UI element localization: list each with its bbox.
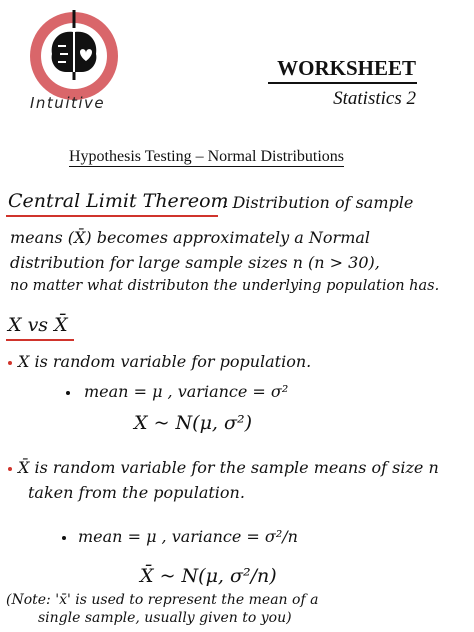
worksheet-title: WORKSHEET: [277, 56, 416, 80]
x-vs-xbar-underline: [6, 339, 74, 341]
brain-logo-icon: [28, 10, 120, 102]
brand-name: Intuitive: [30, 94, 106, 112]
xbar-description-1: X̄ is random variable for the sample means of size n: [18, 458, 439, 477]
title-underline: [268, 82, 417, 84]
xbar-description-2: taken from the population.: [28, 483, 245, 502]
xbar-parameters: mean = μ , variance = σ²/n: [78, 527, 298, 546]
clt-heading: Central Limit Thereom: [8, 190, 229, 212]
clt-heading-underline: [6, 215, 218, 217]
bullet-xbar-params: [62, 536, 66, 540]
note-line-2: single sample, usually given to you): [38, 610, 292, 626]
clt-line-1: : Distribution of sample: [222, 193, 414, 212]
bullet-x: [8, 361, 12, 365]
clt-line-4: no matter what distributon the underlying population has.: [10, 278, 440, 294]
worksheet-subtitle: Statistics 2: [333, 88, 416, 109]
xbar-distribution: X̄ ~ N(μ, σ²/n): [140, 565, 277, 587]
x-parameters: mean = μ , variance = σ²: [84, 382, 289, 401]
x-description: X is random variable for population.: [18, 352, 312, 371]
x-distribution: X ~ N(μ, σ²): [134, 412, 252, 434]
note-line-1: (Note: 'x̄' is used to represent the mean of a: [6, 592, 319, 608]
clt-line-2: means (X̄) becomes approximately a Normal: [10, 228, 371, 247]
bullet-xbar: [8, 467, 12, 471]
x-vs-xbar-heading: X vs X̄: [8, 314, 68, 336]
clt-line-3: distribution for large sample sizes n (n > 30),: [10, 253, 380, 272]
bullet-x-params: [66, 391, 70, 395]
topic-heading: Hypothesis Testing – Normal Distributions: [69, 148, 345, 165]
